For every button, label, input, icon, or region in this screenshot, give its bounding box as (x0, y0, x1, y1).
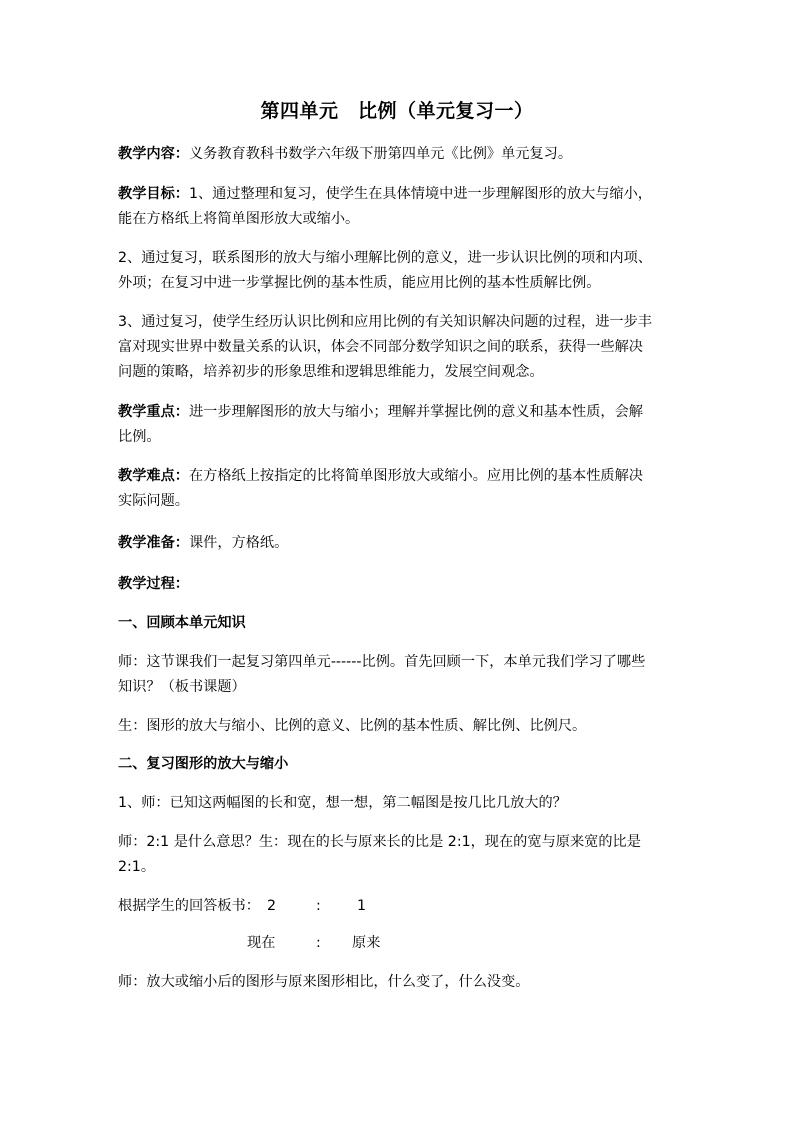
preparation-label: 教学准备： (118, 535, 189, 551)
section-2-question-2-line-2: 2:1。 (118, 859, 156, 875)
process-label: 教学过程： (118, 576, 189, 592)
board-ratio-left: 2 (267, 898, 277, 914)
goal-2-line-2: 外项；在复习中进一步掌握比例的基本性质，能应用比例的基本性质解比例。 (118, 275, 601, 291)
goal-3-line-2: 富对现实世界中数量关系的认识，体会不同部分数学知识之间的联系，获得一些解决 (118, 339, 643, 355)
preparation-text: 课件，方格纸。 (188, 535, 289, 551)
board-original: 原来 (352, 935, 381, 951)
difficulties-label: 教学难点： (118, 468, 189, 484)
goals-line-1 (118, 184, 688, 204)
difficulties-text: 在方格纸上按指定的比将简单图形放大或缩小。应用比例的基本性质解决 (188, 468, 643, 484)
board-label: 根据学生的回答板书： (118, 898, 260, 914)
section-1-para-2: 生：图形的放大与缩小、比例的意义、比例的基本性质、解比例、比例尺。 (118, 718, 587, 734)
goal-1-line-2: 能在方格纸上将简单图形放大或缩小。 (118, 211, 360, 227)
section-1-para-1-line-1: 师：这节课我们一起复习第四单元------比例。首先回顾一下，本单元我们学习了哪些 (118, 654, 646, 670)
section-1-para-1-line-2: 知识？（板书课题） (118, 679, 246, 695)
goal-1-line-1: 1、通过整理和复习，使学生在具体情境中进一步理解图形的放大与缩小， (188, 186, 652, 202)
preparation-line (118, 533, 688, 553)
difficulties-line-1 (118, 466, 688, 486)
key-points-line-2: 比例。 (118, 429, 161, 445)
content-line (118, 144, 688, 164)
goal-3-line-3: 问题的策略，培养初步的形象思维和逻辑思维能力，发展空间观念。 (118, 364, 544, 380)
goal-2-line-1: 2、通过复习，联系图形的放大与缩小理解比例的意义，进一步认识比例的项和内项、 (118, 250, 652, 266)
key-points-line-1 (118, 402, 688, 422)
content-label: 教学内容： (118, 146, 189, 162)
board-colon-2: : (316, 935, 321, 951)
page-title: 第四单元 比例（单元复习一） (260, 100, 534, 122)
board-ratio-colon: : (316, 898, 321, 914)
board-now: 现在 (247, 935, 276, 951)
section-1-heading: 一、回顾本单元知识 (118, 615, 246, 631)
section-2-heading: 二、复习图形的放大与缩小 (118, 756, 289, 772)
content-text: 义务教育教科书数学六年级下册第四单元《比例》单元复习。 (188, 146, 573, 162)
board-ratio-right: 1 (357, 898, 367, 914)
section-2-question-3: 师：放大或缩小后的图形与原来图形相比，什么变了，什么没变。 (118, 974, 530, 990)
key-points-label: 教学重点： (118, 404, 189, 420)
difficulties-line-2: 实际问题。 (118, 493, 189, 509)
goal-3-line-1: 3、通过复习，使学生经历认识比例和应用比例的有关知识解决问题的过程，进一步丰 (118, 314, 652, 330)
key-points-text: 进一步理解图形的放大与缩小；理解并掌握比例的意义和基本性质，会解 (188, 404, 643, 420)
goals-label: 教学目标： (118, 186, 189, 202)
section-2-question-2-line-1: 师：2:1 是什么意思？生：现在的长与原来长的比是 2:1，现在的宽与原来宽的比是 (118, 834, 641, 850)
section-2-question-1: 1、师：已知这两幅图的长和宽，想一想，第二幅图是按几比几放大的？ (118, 795, 567, 811)
